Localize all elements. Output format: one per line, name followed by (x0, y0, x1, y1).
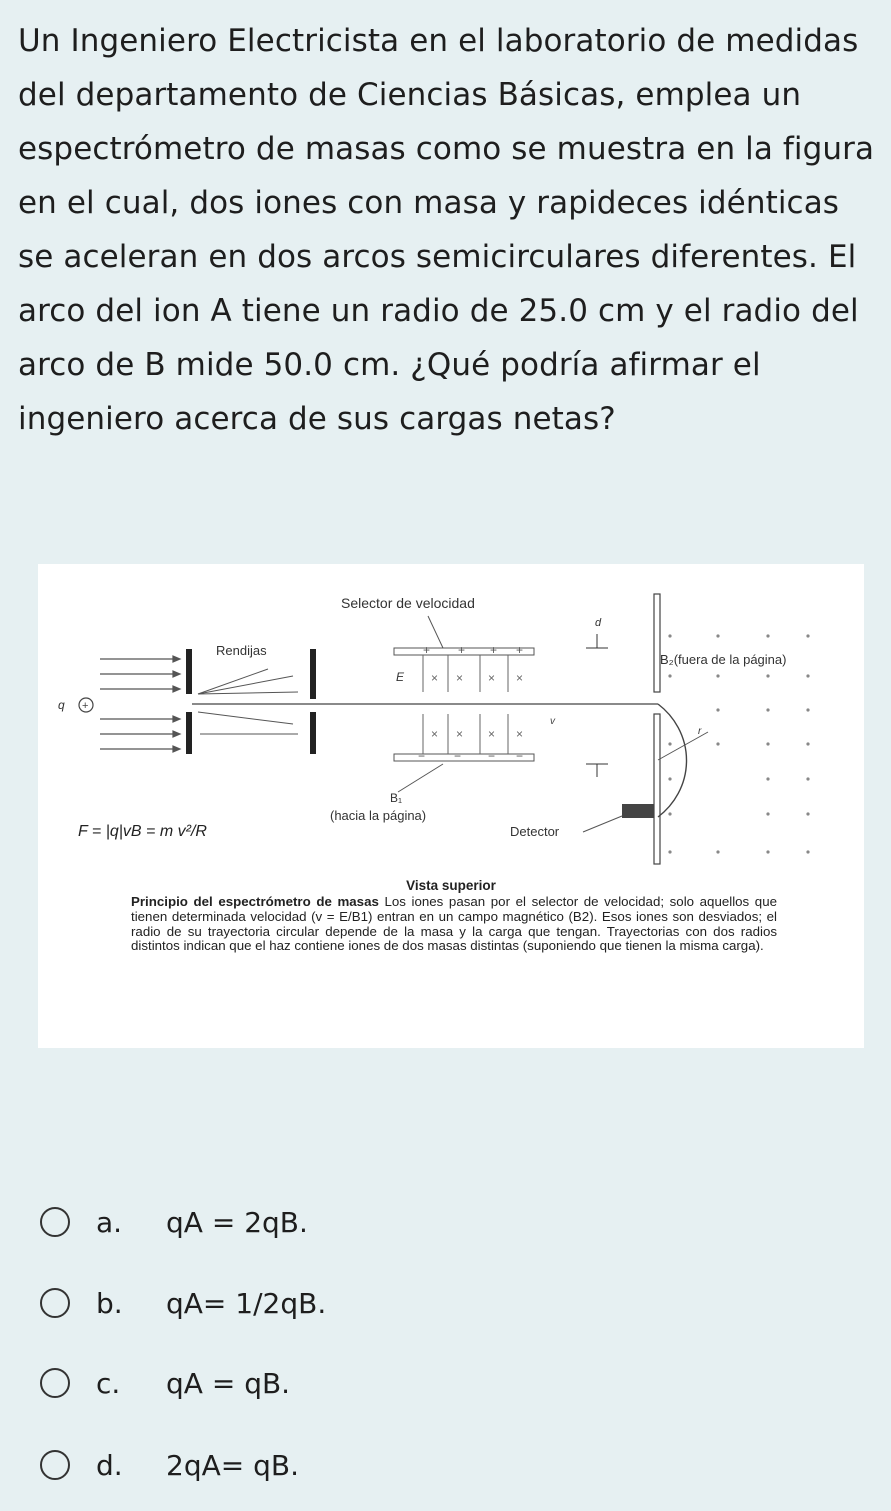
radio-button-c[interactable] (40, 1368, 70, 1398)
b1-label: B₁ (390, 791, 403, 805)
svg-text:×: × (456, 671, 464, 685)
charge-q-label: q (58, 698, 65, 712)
view-title: Vista superior (406, 878, 496, 893)
detector-label: Detector (510, 824, 560, 839)
option-letter: c. (96, 1366, 121, 1400)
radio-button-d[interactable] (40, 1450, 70, 1480)
option-letter: d. (96, 1448, 123, 1482)
b1-direction-label: (hacia la página) (330, 808, 427, 823)
svg-text:−: − (454, 749, 462, 763)
caption-body: Los iones pasan por el selector de velocidad; solo aquellos que tienen determinada velocidad (v = E/B1) entran en un campo magnético (B2). Esos iones son desviados; el radio de su trayectoria circular depende de la masa y la carga que tengan. Trayectorias con dos radios distintos indican que el haz contiene iones de dos masas distintas (suponiendo que tienen la misma carga). (131, 894, 777, 954)
option-c[interactable] (40, 1358, 540, 1408)
svg-text:+: + (458, 643, 466, 657)
option-text: 2qA= qB. (166, 1448, 299, 1482)
svg-text:×: × (431, 671, 439, 685)
b2-plate-bottom (654, 714, 660, 864)
b2-field-dots (668, 634, 809, 853)
option-b[interactable] (40, 1278, 540, 1328)
velocity-label: v (550, 716, 555, 727)
plus-sign: + (82, 700, 89, 712)
figure-caption (131, 895, 777, 954)
option-text: qA = 2qB. (166, 1205, 308, 1239)
svg-text:−: − (516, 749, 524, 763)
slits-label: Rendijas (216, 643, 267, 658)
radio-button-b[interactable] (40, 1288, 70, 1318)
slit-1-top (186, 649, 192, 694)
detector-block (622, 804, 654, 818)
spectrometer-diagram (38, 564, 864, 1048)
mass-spectrometer-figure (38, 564, 864, 1048)
svg-text:×: × (488, 671, 496, 685)
option-text: qA= 1/2qB. (166, 1286, 327, 1320)
svg-text:×: × (516, 671, 524, 685)
option-letter: a. (96, 1205, 123, 1239)
option-a[interactable] (40, 1197, 540, 1247)
caption-title: Principio del espectrómetro de masas (131, 894, 379, 909)
force-formula: F = |q|vB = m v²/R (78, 823, 207, 840)
svg-text:−: − (418, 749, 426, 763)
b2-label: B₂(fuera de la página) (660, 652, 787, 667)
svg-text:−: − (488, 749, 496, 763)
svg-text:×: × (456, 727, 464, 741)
question-text: Un Ingeniero Electricista en el laboratorio de medidas del departamento de Ciencias Básicas, emplea un espectrómetro de masas como se muestra en la figura en el cual, dos iones con masa y rapideces idénticas se aceleran en dos arcos semicirculares diferentes. El arco del ion A tiene un radio de 25.0 cm y el radio del arco de B mide 50.0 cm. ¿Qué podría afirmar el ingeniero acerca de sus cargas netas? (18, 23, 875, 437)
incoming-beam-arrows (100, 656, 180, 752)
e-field-label: E (396, 670, 405, 684)
svg-text:+: + (516, 643, 524, 657)
slit-2-top (310, 649, 316, 699)
svg-text:×: × (516, 727, 524, 741)
option-d[interactable] (40, 1440, 540, 1490)
ion-trajectory-arc (658, 704, 687, 817)
b2-plate-top (654, 594, 660, 692)
svg-text:×: × (431, 727, 439, 741)
option-letter: b. (96, 1286, 123, 1320)
radio-button-a[interactable] (40, 1207, 70, 1237)
radius-r-label: r (698, 726, 702, 737)
svg-text:+: + (490, 643, 498, 657)
velocity-selector-label: Selector de velocidad (341, 595, 475, 611)
svg-text:×: × (488, 727, 496, 741)
slit-2-bottom (310, 712, 316, 754)
slit-1-bottom (186, 712, 192, 754)
option-text: qA = qB. (166, 1366, 291, 1400)
distance-d-label: d (595, 617, 602, 629)
svg-text:+: + (423, 643, 431, 657)
selector-bottom-plate (394, 754, 534, 761)
